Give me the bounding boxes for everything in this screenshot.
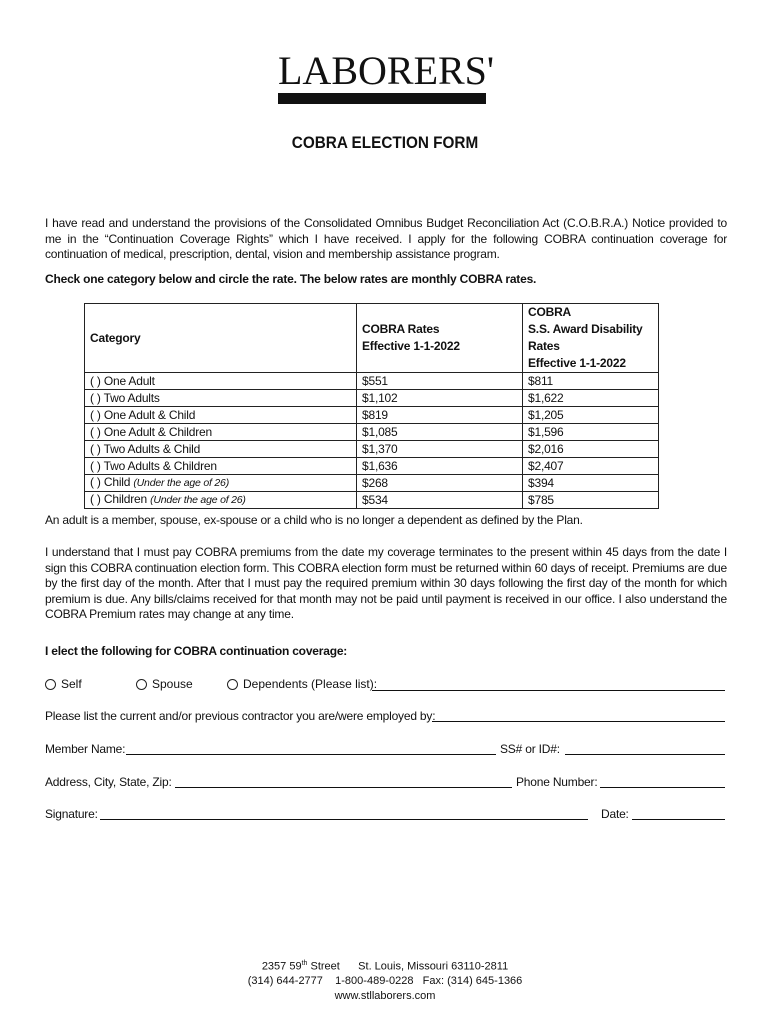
rate-cell[interactable]: $819: [357, 407, 523, 424]
category-cell[interactable]: ( ) One Adult & Children: [85, 424, 357, 441]
category-cell[interactable]: ( ) One Adult: [85, 373, 357, 390]
contractor-field[interactable]: [432, 721, 725, 722]
ss-id-field[interactable]: [565, 754, 725, 755]
rate-cell[interactable]: $534: [357, 492, 523, 509]
logo-wordmark: LABORERS': [278, 48, 495, 93]
disability-rate-cell[interactable]: $785: [523, 492, 659, 509]
table-row[interactable]: [85, 475, 659, 492]
option-spouse[interactable]: Spouse: [136, 677, 193, 691]
disability-rate-cell[interactable]: $394: [523, 475, 659, 492]
signature-label: Signature:: [45, 807, 98, 821]
disability-rate-cell[interactable]: $2,016: [523, 441, 659, 458]
table-row[interactable]: [85, 407, 659, 424]
header-cobra-rates: COBRA Rates Effective 1-1-2022: [357, 304, 523, 373]
option-self[interactable]: Self: [45, 677, 82, 691]
rate-cell[interactable]: $551: [357, 373, 523, 390]
rate-cell[interactable]: $1,370: [357, 441, 523, 458]
dependents-radio[interactable]: [227, 679, 238, 690]
date-label: Date:: [601, 807, 629, 821]
contractor-label: Please list the current and/or previous contractor you are/were employed by:: [45, 709, 436, 723]
disability-rate-cell[interactable]: $1,622: [523, 390, 659, 407]
page-title: COBRA ELECTION FORM: [291, 133, 479, 152]
option-dependents[interactable]: Dependents (Please list):: [227, 677, 377, 691]
table-row[interactable]: [85, 441, 659, 458]
footer-address: [0, 957, 770, 1003]
date-field[interactable]: [632, 819, 725, 820]
phone-label: Phone Number:: [516, 775, 598, 789]
address-label: Address, City, State, Zip:: [45, 775, 172, 789]
phone-field[interactable]: [600, 787, 725, 788]
spouse-radio[interactable]: [136, 679, 147, 690]
table-row[interactable]: [85, 424, 659, 441]
table-row[interactable]: [85, 390, 659, 407]
disability-rate-cell[interactable]: $2,407: [523, 458, 659, 475]
disability-rate-cell[interactable]: $811: [523, 373, 659, 390]
disability-rate-cell[interactable]: $1,205: [523, 407, 659, 424]
address-field[interactable]: [175, 787, 512, 788]
footer-website[interactable]: www.stllaborers.com: [334, 989, 436, 1002]
dependents-field[interactable]: [372, 690, 725, 691]
disability-rate-cell[interactable]: $1,596: [523, 424, 659, 441]
self-radio[interactable]: [45, 679, 56, 690]
adult-definition: An adult is a member, spouse, ex-spouse or a child who is no longer a dependent as defined by the Plan.: [45, 513, 583, 527]
rate-cell[interactable]: $268: [357, 475, 523, 492]
header-category: Category: [85, 304, 357, 373]
rate-instruction: Check one category below and circle the rate. The below rates are monthly COBRA rates.: [45, 272, 537, 286]
ss-id-label: SS# or ID#:: [500, 742, 560, 756]
member-name-label: Member Name:: [45, 742, 126, 756]
logo-subtext-bar: [278, 93, 486, 104]
rate-cell[interactable]: $1,102: [357, 390, 523, 407]
category-cell[interactable]: ( ) One Adult & Child: [85, 407, 357, 424]
table-row[interactable]: [85, 492, 659, 509]
signature-field[interactable]: [100, 819, 588, 820]
rate-cell[interactable]: $1,636: [357, 458, 523, 475]
table-row[interactable]: [85, 373, 659, 390]
category-cell[interactable]: ( ) Two Adults: [85, 390, 357, 407]
category-cell[interactable]: ( ) Two Adults & Children: [85, 458, 357, 475]
category-cell[interactable]: ( ) Child (Under the age of 26): [85, 475, 357, 492]
table-header-row: [85, 304, 659, 373]
understanding-paragraph: I understand that I must pay COBRA premiums from the date my coverage terminates to the present within 45 days from the date I sign this COBRA continuation election form. This COBRA election form must be returned within 60 days of receipt. Premiums are due by the first day of the month. After that I must pay the required premium within 30 days following the first day of the month for which premium is due. Any bills/claims received for that month may not be paid until payment is received in our office. I also understand the COBRA Premium rates may change at any time.: [45, 545, 727, 621]
header-disability-rates: COBRA S.S. Award Disability Rates Effective 1-1-2022: [523, 304, 659, 373]
table-row[interactable]: [85, 458, 659, 475]
intro-paragraph: I have read and understand the provisions of the Consolidated Omnibus Budget Reconciliation Act (C.O.B.R.A.) Notice provided to me in the “Continuation Coverage Rights” which I have received. I apply for the following COBRA continuation coverage for continuation of medical, prescription, dental, vision and membership assistance program.: [45, 216, 727, 261]
category-cell[interactable]: ( ) Children (Under the age of 26): [85, 492, 357, 509]
footer-line-2: (314) 644-2777 1-800-489-0228 Fax: (314) 645-1366: [247, 975, 523, 988]
rate-cell[interactable]: $1,085: [357, 424, 523, 441]
category-cell[interactable]: ( ) Two Adults & Child: [85, 441, 357, 458]
member-name-field[interactable]: [126, 754, 496, 755]
cobra-rates-table: [84, 303, 659, 509]
footer-line-1: 2357 59th Street St. Louis, Missouri 63110-2811: [261, 960, 509, 973]
election-heading: I elect the following for COBRA continuation coverage:: [45, 644, 348, 658]
laborers-logo: [278, 48, 495, 104]
